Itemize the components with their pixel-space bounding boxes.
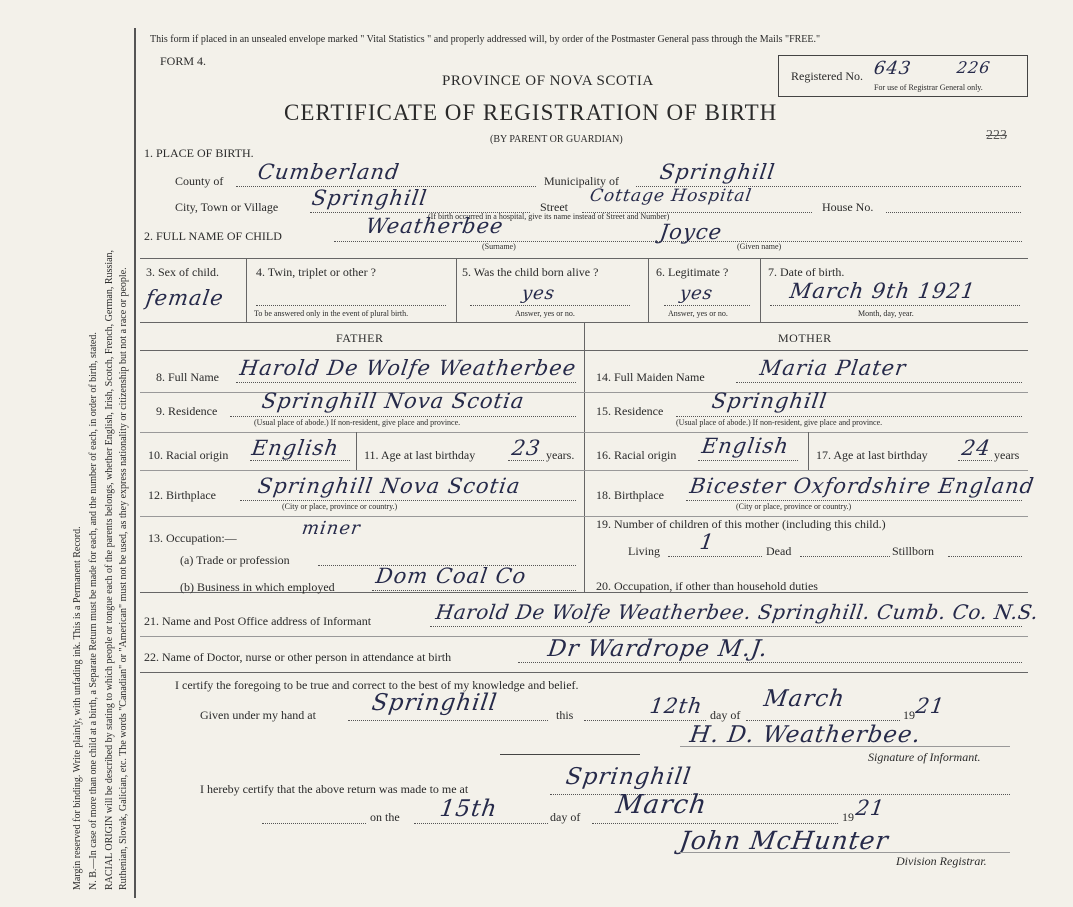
given-label: Given under my hand at xyxy=(200,708,316,722)
father-birthplace-note: (City or place, province or country.) xyxy=(282,502,398,511)
informant-label: 21. Name and Post Office address of Informant xyxy=(144,614,372,628)
date-note: Month, day, year. xyxy=(858,309,914,318)
stillborn-label: Stillborn xyxy=(892,544,935,558)
mother-residence-value: Springhill xyxy=(710,389,829,413)
father-name-label: 8. Full Name xyxy=(156,370,219,384)
father-residence-label: 9. Residence xyxy=(156,404,218,418)
registrar-day-value: 15th xyxy=(438,796,500,822)
mother-years: years xyxy=(994,448,1020,462)
city-value: Springhill xyxy=(310,186,429,210)
living-label: Living xyxy=(628,544,660,558)
county-value: Cumberland xyxy=(256,160,402,184)
cert-year-prefix: 19 xyxy=(903,708,915,722)
father-years: years. xyxy=(546,448,575,462)
father-occupation-label: 13. Occupation:— xyxy=(148,531,237,545)
registrar-statement: I hereby certify that the above return was made to me at xyxy=(200,782,469,796)
registrar-month-value: March xyxy=(613,790,709,820)
surname-note: (Surname) xyxy=(482,242,516,251)
street-label: Street xyxy=(540,200,568,214)
twin-label: 4. Twin, triplet or other ? xyxy=(256,265,376,279)
informant-signature-label: Signature of Informant. xyxy=(868,750,981,764)
registrar-signature: John McHunter xyxy=(677,826,891,855)
registrar-title: Division Registrar. xyxy=(896,854,987,868)
margin-note-4: Ruthenian, Slovak, Galician, etc. The words "Canadian" or "American" must not be used, as they express nationality or citizenship but not a race or people. xyxy=(118,267,129,890)
form-number: FORM 4. xyxy=(160,54,207,68)
living-value: 1 xyxy=(698,530,717,554)
legit-value: yes xyxy=(678,283,715,304)
business-label: (b) Business in which employed xyxy=(180,580,335,594)
trade-label: (a) Trade or profession xyxy=(180,553,290,567)
given-place-value: Springhill xyxy=(370,690,500,716)
alive-value: yes xyxy=(520,283,557,304)
father-age-value: 23 xyxy=(510,436,543,460)
street-value: Cottage Hospital xyxy=(588,186,754,206)
province-title: PROVINCE OF NOVA SCOTIA xyxy=(442,73,654,89)
mail-notice: This form if placed in an unsealed envelope marked " Vital Statistics " and properly addressed will, by order of the Postmaster General pass through the Mails "FREE." xyxy=(150,34,821,45)
child-surname: Weatherbee xyxy=(364,214,506,238)
father-residence-value: Springhill Nova Scotia xyxy=(260,389,527,413)
registrar-note: For use of Registrar General only. xyxy=(874,83,983,92)
mother-age-label: 17. Age at last birthday xyxy=(816,448,928,462)
mother-age-value: 24 xyxy=(960,436,993,460)
legit-label: 6. Legitimate ? xyxy=(656,265,729,279)
father-birthplace-value: Springhill Nova Scotia xyxy=(256,474,523,498)
mother-occupation-label: 20. Occupation, if other than household duties xyxy=(596,579,818,593)
dead-label: Dead xyxy=(766,544,792,558)
doctor-label: 22. Name of Doctor, nurse or other person in attendance at birth xyxy=(144,650,452,664)
margin-notes xyxy=(0,0,135,907)
house-label: House No. xyxy=(822,200,874,214)
doctor-value: Dr Wardrope M.J. xyxy=(546,636,770,662)
certificate-subtitle: (BY PARENT OR GUARDIAN) xyxy=(490,134,623,145)
father-heading: FATHER xyxy=(336,331,384,345)
margin-rule xyxy=(134,28,136,898)
cert-month-value: March xyxy=(762,686,847,712)
mother-birthplace-label: 18. Birthplace xyxy=(596,488,664,502)
father-age-label: 11. Age at last birthday xyxy=(364,448,476,462)
mother-name-label: 14. Full Maiden Name xyxy=(596,370,705,384)
mother-racial-value: English xyxy=(700,434,791,458)
father-racial-label: 10. Racial origin xyxy=(148,448,229,462)
cert-day-value: 12th xyxy=(648,694,705,718)
registered-box xyxy=(778,55,1028,97)
alive-note: Answer, yes or no. xyxy=(515,309,575,318)
mother-residence-label: 15. Residence xyxy=(596,404,664,418)
father-birthplace-label: 12. Birthplace xyxy=(148,488,216,502)
father-residence-note: (Usual place of abode.) If non-resident, give place and province. xyxy=(254,418,461,427)
father-racial-value: English xyxy=(250,436,341,460)
on-the-label: on the xyxy=(370,810,400,824)
informant-value: Harold De Wolfe Weatherbee. Springhill. Cumb. Co. N.S. xyxy=(434,600,1041,624)
twin-note: To be answered only in the event of plural birth. xyxy=(254,309,409,318)
city-label: City, Town or Village xyxy=(175,200,279,214)
certificate-title: CERTIFICATE OF REGISTRATION OF BIRTH xyxy=(284,100,778,125)
alive-label: 5. Was the child born alive ? xyxy=(462,265,599,279)
registrar-year-prefix: 19 xyxy=(842,810,854,824)
mother-heading: MOTHER xyxy=(778,331,832,345)
mother-residence-note: (Usual place of abode.) If non-resident, give place and province. xyxy=(676,418,883,427)
sex-label: 3. Sex of child. xyxy=(146,265,219,279)
birth-date-value: March 9th 1921 xyxy=(788,279,978,303)
county-label: County of xyxy=(175,174,224,188)
mother-birthplace-value: Bicester Oxfordshire England xyxy=(688,474,1036,498)
municipality-label: Municipality of xyxy=(544,174,619,188)
registered-label: Registered No. xyxy=(791,69,863,83)
child-given-name: Joyce xyxy=(658,220,724,244)
child-name-label: 2. FULL NAME OF CHILD xyxy=(144,229,282,243)
date-label: 7. Date of birth. xyxy=(768,265,845,279)
mother-name-value: Maria Plater xyxy=(758,356,908,380)
this-label: this xyxy=(556,708,574,722)
registrar-place-value: Springhill xyxy=(564,764,694,790)
registrar-year-value: 21 xyxy=(854,796,887,820)
hospital-note: (If birth occurred in a hospital, give its name instead of Street and Number) xyxy=(428,212,670,221)
father-name-value: Harold De Wolfe Weatherbee xyxy=(238,356,578,380)
informant-signature: H. D. Weatherbee. xyxy=(688,722,923,748)
certify-statement: I certify the foregoing to be true and correct to the best of my knowledge and belief. xyxy=(175,678,579,692)
margin-note-1: Margin reserved for binding. Write plainly, with unfading ink. This is a Permanent Record. xyxy=(72,526,83,890)
legit-note: Answer, yes or no. xyxy=(668,309,728,318)
given-note: (Given name) xyxy=(737,242,782,251)
mother-racial-label: 16. Racial origin xyxy=(596,448,677,462)
registered-value-2: 226 xyxy=(955,58,992,77)
cert-year-value: 21 xyxy=(914,694,947,718)
mother-birthplace-note: (City or place, province or country.) xyxy=(736,502,852,511)
struck-number: 223 xyxy=(986,128,1007,143)
registrar-day-of-label: day of xyxy=(550,810,581,824)
cert-day-of-label: day of xyxy=(710,708,741,722)
business-value: Dom Coal Co xyxy=(374,564,529,588)
registered-value: 643 xyxy=(872,58,913,79)
sex-value: female xyxy=(144,286,226,310)
father-occupation-value: miner xyxy=(300,518,363,539)
municipality-value: Springhill xyxy=(658,160,777,184)
children-count-label: 19. Number of children of this mother (including this child.) xyxy=(596,517,886,531)
margin-note-3: RACIAL ORIGIN will be described by stating to which people or tongue each of the parents belongs, whether English, Irish, Scotch, French, German, Russian, xyxy=(104,249,115,890)
margin-note-2: N. B.—In case of more than one child at a birth, a Separate Return must be made for each, and the number of each, in order of birth, stated. xyxy=(88,332,99,890)
place-heading: 1. PLACE OF BIRTH. xyxy=(144,146,254,160)
